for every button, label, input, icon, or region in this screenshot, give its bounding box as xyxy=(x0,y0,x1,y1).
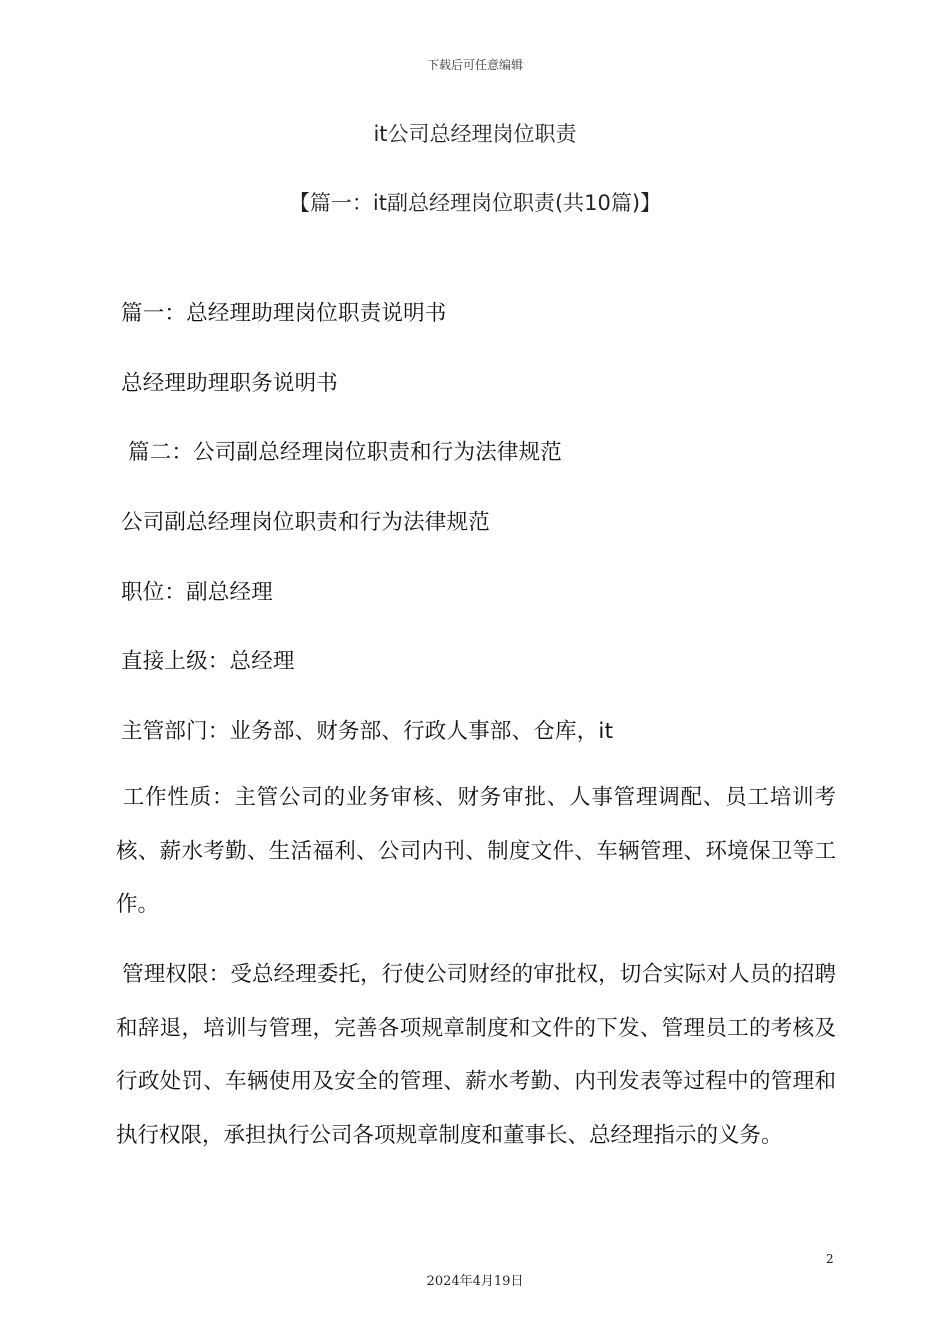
supervisor-line: 直接上级：总经理 xyxy=(121,649,295,674)
departments-line: 主管部门：业务部、财务部、行政人事部、仓库，it xyxy=(121,719,614,744)
section-heading-2: 篇二：公司副总经理岗位职责和行为法律规范 xyxy=(128,440,563,465)
authority-paragraph xyxy=(116,948,836,1162)
section-heading-1: 篇一：总经理助理岗位职责说明书 xyxy=(121,301,447,326)
body-line: 公司副总经理岗位职责和行为法律规范 xyxy=(121,510,490,535)
body-line: 总经理助理职务说明书 xyxy=(121,371,339,396)
paragraph-text: 工作性质：主管公司的业务审核、财务审批、人事管理调配、员工培训考核、薪水考勤、生活福利、公司内刊、制度文件、车辆管理、环境保卫等工作。 xyxy=(116,785,836,917)
work-nature-paragraph xyxy=(116,771,836,932)
paragraph-text: 管理权限：受总经理委托，行使公司财经的审批权，切合实际对人员的招聘和辞退，培训与管理，完善各项规章制度和文件的下发、管理员工的考核及行政处罚、车辆使用及安全的管理、薪水考勤、内刊发表等过程中的管理和执行权限，承担执行公司各项规章制度和董事长、总经理指示的义务。 xyxy=(116,962,836,1148)
footer-date: 2024年4月19日 xyxy=(426,1274,524,1289)
page-subtitle: 【篇一：it副总经理岗位职责(共10篇)】 xyxy=(288,191,662,215)
position-line: 职位：副总经理 xyxy=(121,580,273,605)
page-number: 2 xyxy=(826,1252,834,1266)
header-note: 下载后可任意编辑 xyxy=(426,58,523,72)
page-title: it公司总经理岗位职责 xyxy=(373,122,577,146)
